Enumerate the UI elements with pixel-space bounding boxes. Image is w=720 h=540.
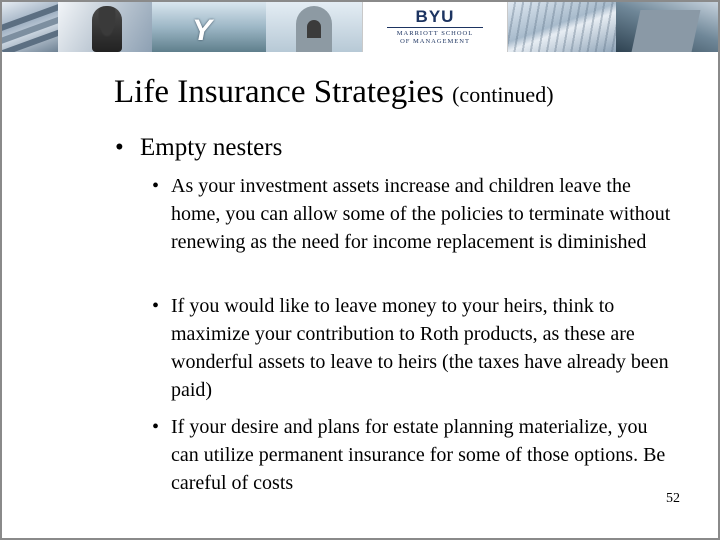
bullet-level2-text: If you would like to leave money to your heirs, think to maximize your contribution to Roth products, as these are wonderful assets to leave to heirs (the taxes have already been paid) xyxy=(171,295,669,401)
logo-divider xyxy=(387,27,483,28)
logo-main-text: BYU xyxy=(415,7,455,26)
bullet-level2-item xyxy=(152,172,672,256)
header-banner xyxy=(2,2,718,52)
statue-image xyxy=(92,6,122,52)
bullet-level1 xyxy=(115,132,282,164)
banner-photo-mountain-y xyxy=(152,2,266,52)
bullet-level2-text: As your investment assets increase and children leave the home, you can allow some of the policies to terminate without renewing as the need for income replacement is diminished xyxy=(171,175,671,253)
banner-photo-architecture xyxy=(2,2,58,52)
byu-logo xyxy=(362,2,508,52)
bullet-level2-item xyxy=(152,413,672,497)
title-main: Life Insurance Strategies xyxy=(114,74,444,110)
banner-photo-bell-tower xyxy=(266,2,362,52)
mountain-y-image: Y xyxy=(192,14,213,47)
slide-title xyxy=(114,72,554,115)
banner-photo-statue xyxy=(58,2,152,52)
bullet-level1-text: Empty nesters xyxy=(140,134,283,161)
logo-sub-text-2: OF MANAGEMENT xyxy=(400,38,470,45)
bullet-icon: • xyxy=(115,134,124,161)
bullet-icon: • xyxy=(152,416,160,438)
bullet-icon: • xyxy=(152,175,160,197)
bullet-level2-item xyxy=(152,292,672,404)
bullet-level2-text: If your desire and plans for estate planning materialize, you can utilize permanent insurance for some of those options. Be careful of costs xyxy=(171,416,666,494)
logo-sub-text-1: MARRIOTT SCHOOL xyxy=(396,30,474,37)
bullet-icon: • xyxy=(152,295,160,317)
bell-tower-image xyxy=(296,6,332,52)
banner-photo-building xyxy=(508,2,616,52)
title-suffix: (continued) xyxy=(452,82,554,107)
page-number: 52 xyxy=(666,491,680,506)
banner-photo-tower xyxy=(616,2,718,52)
